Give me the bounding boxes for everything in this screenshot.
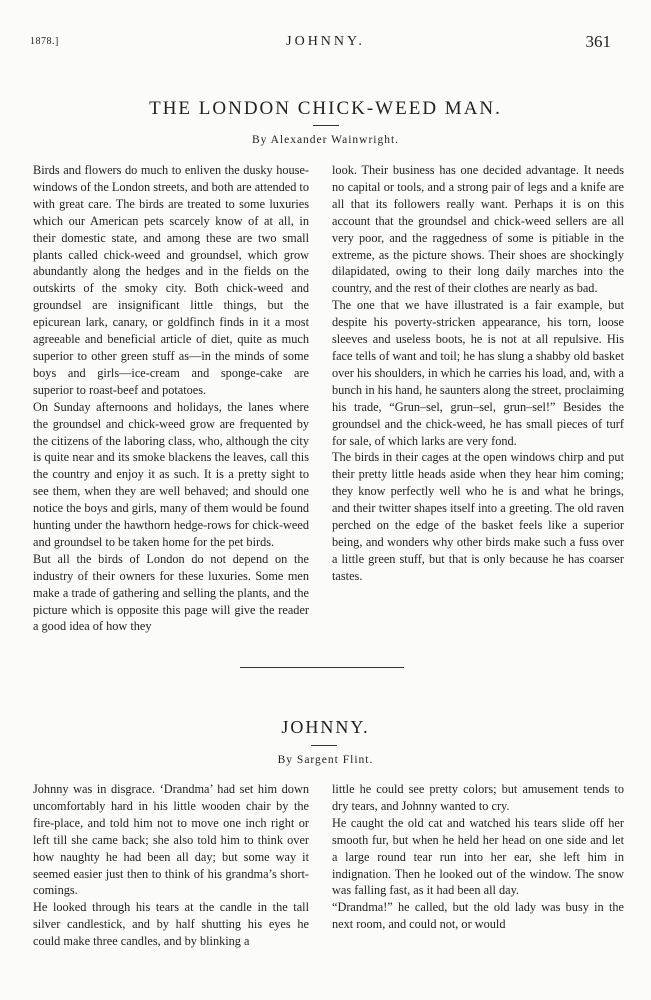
paragraph: Johnny was in disgrace. ‘Drandma’ had set him down uncomfortably hard in his little wooden chair by the fire-place, and told him not to move one inch right or left till she came back; she also told him to think over how naughty he had been all day; but some way it seemed easier just then to think of his grandma’s short-comings.	[33, 782, 309, 898]
article-title-johnny: JOHNNY.	[281, 717, 370, 737]
paragraph: But all the birds of London do not depend on the industry of their owners for these luxuries. Some men make a trade of gathering and selling the plants, and the picture which is opposite this page will give the reader a good idea of how they	[33, 551, 309, 634]
paragraph: The birds in their cages at the open windows chirp and put their pretty little heads aside when they hear him coming; they know perfectly well who he is and what he brings, and their twitter shapes itself into a greeting. The old raven perched on the edge of the basket feels like a superior being, and wonders why other birds make such a fuss over a little green stuff, but that is only because he has coarser tastes.	[332, 450, 624, 583]
paragraph: little he could see pretty colors; but amusement tends to dry tears, and Johnny wanted to cry.	[332, 782, 624, 813]
section-divider	[240, 667, 404, 668]
page-number: 361	[585, 32, 611, 51]
volume-year: 1878.]	[30, 36, 59, 47]
byline-flint: By Sargent Flint.	[277, 754, 374, 766]
paragraph: He caught the old cat and watched his tears slide off her smooth fur, but when he held her head on one side and let a large round tear run into her ear, she left him in indignation. Then he looked out of the window. The snow was falling fast, as it had been all day.	[332, 815, 624, 898]
running-title: JOHNNY.	[286, 34, 365, 49]
article-title-chickweed: THE LONDON CHICK-WEED MAN.	[149, 98, 502, 119]
running-head	[0, 0, 651, 70]
paragraph: look. Their business has one decided advantage. It needs no capital or tools, and a strong pair of legs and a knife are all that its followers really want. Perhaps it is on this account that the groundsel and chick-weed sellers are all very poor, and the raggedness of some is pitiable in the extreme, as the picture shows. Their shoes are shockingly dilapidated, owing to their long daily marches into the country, and the rest of their clothes are nearly as bad.	[332, 163, 624, 296]
article2-column-left	[33, 781, 309, 950]
article2-column-right	[332, 781, 624, 933]
article1-column-left	[33, 162, 309, 635]
paragraph: The one that we have illustrated is a fair example, but despite his poverty-stricken appearance, his torn, loose sleeves and useless boots, he is not at all repulsive. His face tells of want and toil; he has slung a shabby old basket over his shoulders, in which he carries his load, and, with a bunch in his hand, he saunters along the street, proclaiming his trade, “Grun–sel, grun–sel, grun–sel!” Besides the groundsel and the chick-weed, he has small pieces of turf for sale, of which larks are very fond.	[332, 298, 624, 448]
title-rule	[311, 745, 337, 746]
title-rule	[313, 125, 339, 126]
byline-wainwright: By Alexander Wainwright.	[251, 134, 400, 146]
paragraph: Birds and flowers do much to enliven the dusky house-windows of the London streets, and both are attended to with great care. The birds are treated to some luxuries which our American pets scarcely know of at all, in their domestic state, and among these are two small plants called chick-weed and groundsel, which grow abundantly along the hedges and in the fields on the outskirts of the smoky city. Both chick-weed and groundsel are insignificant little things, but the epicurean lark, canary, or goldfinch finds in it a most agreeable and beneficial article of diet, quite as much superior to other green stuff as—in the minds of some boys and girls—ice-cream and sponge-cake are superior to roast-beef and potatoes.	[33, 163, 309, 397]
paragraph: On Sunday afternoons and holidays, the lanes where the groundsel and chick-weed grow are frequented by the citizens of the laboring class, who, although the city is quite near and its smoke blackens the leaves, call this the country and enjoy it as such. It is a pretty sight to see them, when they are well behaved; and should one notice the boys and girls, many of them would be found hunting under the hawthorn hedge-rows for chick-weed and groundsel to be taken home for the pet birds.	[33, 399, 309, 549]
paragraph: “Drandma!” he called, but the old lady was busy in the next room, and could not, or would	[332, 900, 624, 932]
article1-column-right	[332, 162, 624, 585]
paragraph: He looked through his tears at the candle in the tall silver candlestick, and by half shutting his eyes he could make three candles, and by blinking a	[33, 900, 309, 949]
